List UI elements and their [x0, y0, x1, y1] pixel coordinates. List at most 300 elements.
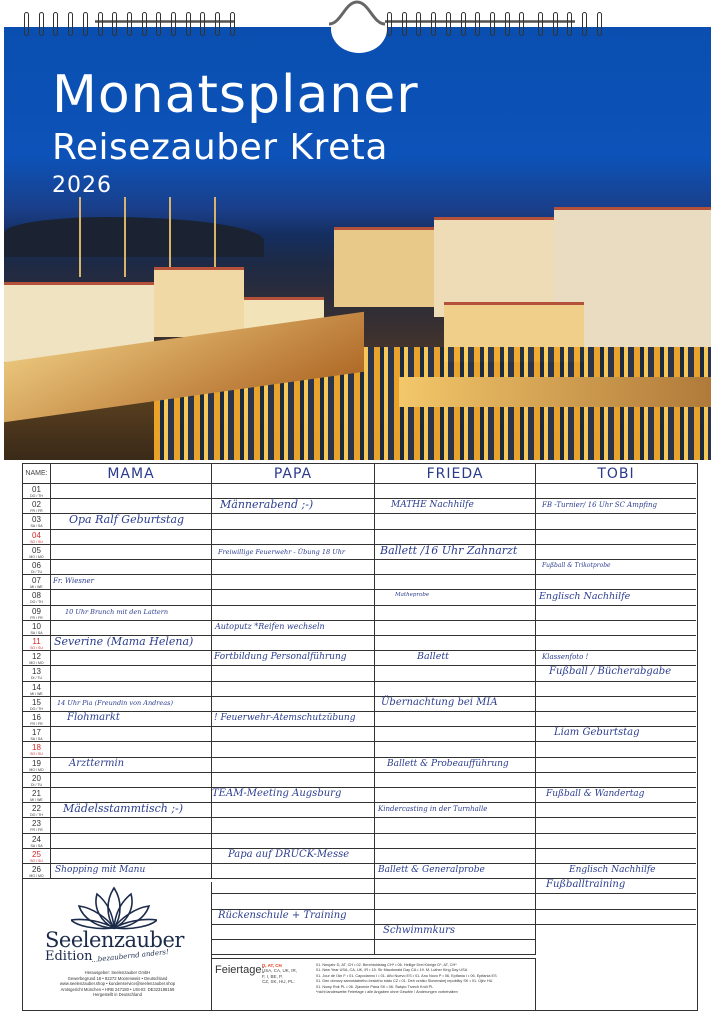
extra-cell-tobi[interactable] [536, 894, 696, 909]
cell-tobi-11[interactable] [536, 636, 696, 650]
day-number: 25 [32, 849, 41, 859]
handwritten-note: Mädelsstammtisch ;-) [63, 802, 184, 816]
cell-papa-18[interactable] [212, 742, 375, 756]
day-label [23, 834, 51, 848]
weekday-label: MI / WE [30, 585, 43, 590]
holidays-box [212, 958, 536, 1010]
cell-papa-19[interactable] [212, 758, 375, 772]
holiday-line: 01. Nowy Rok PL • 06. Zjavenie Pána SK • 06. Święto Trzech Króli PL [316, 984, 434, 989]
cell-mama-07[interactable] [51, 575, 212, 589]
extra-cell-frieda[interactable] [375, 910, 536, 925]
day-number: 19 [32, 758, 41, 768]
handwritten-note: Fr. Wiesner [53, 577, 94, 586]
column-header-papa[interactable]: PAPA [212, 464, 375, 484]
binding-ring [142, 12, 147, 36]
handwritten-note: Rückenschule + Training [218, 909, 347, 921]
binding-ring [505, 12, 510, 36]
cell-mama-09[interactable] [51, 606, 212, 620]
day-row [23, 818, 696, 833]
weekday-label: MI / WE [30, 798, 43, 802]
cell-frieda-19[interactable] [375, 758, 536, 772]
cell-frieda-11[interactable] [375, 636, 536, 650]
binding-ring [553, 12, 558, 36]
publisher-edition: Edition [45, 949, 93, 964]
weekday-label: SA / SA [30, 630, 43, 635]
day-label-sunday [23, 849, 51, 863]
day-row [23, 682, 696, 697]
cover-year: 2026 [52, 173, 112, 198]
cell-papa-10[interactable] [212, 621, 375, 635]
cell-tobi-17[interactable] [536, 727, 696, 741]
cell-frieda-15[interactable] [375, 697, 536, 711]
cell-frieda-24[interactable] [375, 834, 536, 848]
day-row [23, 803, 696, 818]
cell-tobi-05[interactable] [536, 545, 696, 559]
cell-mama-15[interactable] [51, 697, 212, 711]
binding-ring [475, 12, 480, 36]
harbor-photo [4, 187, 711, 460]
imprint-line: Gewerbegrund 18 • 82272 Moorenweis • Deutschland [67, 975, 168, 981]
binding-ring [186, 12, 191, 36]
day-label [23, 682, 51, 696]
cell-frieda-21[interactable] [375, 788, 536, 802]
cell-frieda-17[interactable] [375, 727, 536, 741]
day-row [23, 834, 696, 849]
cell-papa-02[interactable] [212, 499, 375, 513]
day-number: 16 [32, 713, 41, 722]
day-row [23, 484, 696, 499]
binding-ring [68, 12, 73, 36]
handwritten-note: Fortbildung Personalführung [214, 652, 347, 663]
cell-tobi-15[interactable] [536, 697, 696, 711]
weekday-label: DO / TH [30, 600, 43, 605]
day-row [23, 727, 696, 742]
day-number: 15 [32, 697, 41, 707]
column-header-frieda[interactable]: FRIEDA [375, 464, 536, 484]
cell-papa-20[interactable] [212, 773, 375, 787]
cell-mama-25[interactable] [51, 849, 212, 863]
cell-papa-15[interactable] [212, 697, 375, 711]
name-label: NAME: [23, 464, 51, 484]
day-number: 05 [32, 545, 41, 555]
cell-mama-14[interactable] [51, 682, 212, 696]
handwritten-note: Kindercasting in der Turnhalle [378, 805, 488, 814]
cell-tobi-20[interactable] [536, 773, 696, 787]
weekday-label: FR / FR [30, 509, 43, 514]
cell-frieda-25[interactable] [375, 849, 536, 863]
weekday-label: FR / FR [30, 828, 43, 833]
imprint-line[interactable]: www.seelenzauber.shop • kundenservice@seelenzauber.shop [59, 981, 176, 987]
binding-ring [431, 12, 436, 36]
cell-mama-06[interactable] [51, 560, 212, 574]
cell-tobi-04[interactable] [536, 530, 696, 544]
day-number: 11 [32, 637, 41, 646]
cell-papa-23[interactable] [212, 818, 375, 832]
holiday-country-group: USA, CA, UK, IR, [262, 968, 298, 974]
day-label [23, 758, 51, 772]
publisher-slogan: ...bezaubernd anders! [90, 947, 170, 965]
holiday-line: 01. Jour de l'An F • 01. Capodanno I • 01. Año Nuevo ES • 01. Ano Novo P • 06. Epifania I • 06. Epifania ES [316, 973, 497, 978]
cell-mama-23[interactable] [51, 818, 212, 832]
holiday-line: 01. Neujahr D, AT, CH • 02. Berchtoldstag CH* • 06. Heilige Drei Könige D*, AT, CH* [316, 963, 457, 967]
column-header-tobi[interactable]: TOBI [536, 464, 696, 484]
cell-frieda-08[interactable] [375, 590, 536, 604]
holiday-country-group: F, I, BE, P, [262, 973, 283, 979]
day-row [23, 606, 696, 621]
cell-tobi-06[interactable] [536, 560, 696, 574]
cell-papa-12[interactable] [212, 651, 375, 665]
handwritten-note: Männerabend ;-) [220, 498, 314, 512]
cell-papa-13[interactable] [212, 666, 375, 680]
ship-mast [214, 197, 216, 277]
binding-ring [127, 12, 132, 36]
handwritten-note: Papa auf DRUCK-Messe [228, 848, 350, 860]
holidays-list [316, 963, 497, 995]
cell-papa-22[interactable] [212, 803, 375, 817]
cell-papa-09[interactable] [212, 606, 375, 620]
cell-tobi-14[interactable] [536, 682, 696, 696]
weekday-label: FR / FR [30, 722, 43, 726]
weekday-label: SO / SU [30, 646, 43, 650]
extra-cell-tobi[interactable] [536, 879, 696, 894]
day-row [23, 758, 696, 773]
day-label [23, 560, 51, 574]
handwritten-note: Matheprobe [395, 592, 430, 599]
cell-papa-08[interactable] [212, 590, 375, 604]
cell-tobi-08[interactable] [536, 590, 696, 604]
extra-cell-papa[interactable] [212, 894, 375, 909]
handwritten-note: Freiwillige Feuerwehr - Übung 18 Uhr [218, 547, 346, 556]
day-label [23, 803, 51, 817]
weekday-label: SO / SU [30, 752, 43, 757]
cell-tobi-21[interactable] [536, 788, 696, 802]
day-number: 13 [32, 667, 41, 677]
cell-mama-01[interactable] [51, 484, 212, 498]
binding-ring [171, 12, 176, 36]
day-row [23, 575, 696, 590]
day-number: 18 [32, 743, 41, 753]
day-number: 22 [32, 804, 41, 814]
holiday-country-group: D, AT, CH [262, 963, 282, 968]
cell-frieda-10[interactable] [375, 621, 536, 635]
weekday-label: DO / TH [30, 706, 43, 711]
cell-frieda-09[interactable] [375, 606, 536, 620]
day-number: 07 [32, 576, 41, 586]
binding-ring [24, 12, 29, 36]
day-number: 01 [32, 485, 41, 494]
cell-mama-18[interactable] [51, 742, 212, 756]
day-label-sunday [23, 742, 51, 756]
cell-mama-24[interactable] [51, 834, 212, 848]
weekday-label: SA / SA [30, 843, 43, 848]
day-label [23, 666, 51, 680]
handwritten-note: Ballett & Generalprobe [378, 865, 485, 875]
building [154, 267, 244, 337]
cell-papa-26[interactable] [212, 864, 375, 878]
handwritten-note: TEAM-Meeting Augsburg [212, 788, 342, 799]
day-number: 10 [32, 621, 41, 631]
lotus-logo-icon [71, 886, 157, 930]
day-row [23, 651, 696, 666]
cell-tobi-24[interactable] [536, 834, 696, 848]
cell-frieda-07[interactable] [375, 575, 536, 589]
cell-frieda-13[interactable] [375, 666, 536, 680]
day-row [23, 530, 696, 545]
day-number: 06 [32, 561, 41, 570]
cell-tobi-18[interactable] [536, 742, 696, 756]
extra-cell-frieda[interactable] [375, 940, 536, 955]
day-row [23, 514, 696, 529]
day-row [23, 545, 696, 560]
imprint-line: Herausgeber: Seelenzauber GmbH [84, 970, 151, 975]
extra-cell-papa[interactable] [212, 940, 375, 955]
cell-frieda-06[interactable] [375, 560, 536, 574]
extra-cell-tobi[interactable] [536, 910, 696, 925]
holiday-line: 01. New Year USA, CA, UK, IR • 15. Sir Macdonald Day CA • 19. M. Luther King Day USA [316, 968, 468, 973]
cell-frieda-01[interactable] [375, 484, 536, 498]
cell-papa-24[interactable] [212, 834, 375, 848]
cell-tobi-16[interactable] [536, 712, 696, 726]
cell-papa-05[interactable] [212, 545, 375, 559]
holiday-line: *nicht landesweite Feiertage • alle Angaben ohne Gewähr / Änderungen vorbehalten [316, 990, 458, 995]
handwritten-note: Ballett /16 Uhr Zahnarzt [380, 543, 518, 557]
binding-ring [112, 12, 117, 36]
day-number: 04 [32, 530, 41, 540]
day-row [23, 697, 696, 712]
day-row [23, 636, 696, 651]
handwritten-note: ! Feuerwehr-Atemschutzübung [214, 713, 356, 723]
day-row [23, 712, 696, 727]
cell-mama-19[interactable] [51, 758, 212, 772]
handwritten-note: Severine (Mama Helena) [54, 635, 194, 648]
cell-frieda-02[interactable] [375, 499, 536, 513]
cell-mama-26[interactable] [51, 864, 212, 878]
extra-cell-papa[interactable] [212, 910, 375, 925]
cell-tobi-19[interactable] [536, 758, 696, 772]
imprint-line: Hergestellt in Deutschland [93, 992, 142, 998]
cell-frieda-20[interactable] [375, 773, 536, 787]
day-label [23, 590, 51, 604]
weekday-label: MO / MO [29, 661, 44, 666]
cell-papa-03[interactable] [212, 514, 375, 528]
handwritten-note: Autoputz *Reifen wechseln [215, 621, 325, 631]
cell-frieda-04[interactable] [375, 530, 536, 544]
cover-photo [4, 27, 711, 460]
cell-tobi-02[interactable] [536, 499, 696, 513]
handwritten-note: Fußballtraining [546, 879, 626, 891]
handwritten-note: Englisch Nachhilfe [539, 591, 631, 603]
day-number: 17 [32, 728, 41, 738]
day-row [23, 621, 696, 636]
extra-cell-frieda[interactable] [375, 879, 536, 894]
cell-papa-07[interactable] [212, 575, 375, 589]
cell-mama-11[interactable] [51, 636, 212, 650]
cell-frieda-16[interactable] [375, 712, 536, 726]
binding-ring [387, 12, 392, 36]
binding-ring [519, 12, 524, 36]
cell-mama-20[interactable] [51, 773, 212, 787]
day-number: 14 [32, 682, 41, 692]
cell-mama-22[interactable] [51, 803, 212, 817]
cell-tobi-13[interactable] [536, 666, 696, 680]
cell-frieda-05[interactable] [375, 545, 536, 559]
cell-tobi-12[interactable] [536, 651, 696, 665]
binding-ring [446, 12, 451, 36]
handwritten-note: Ballett [417, 651, 449, 663]
handwritten-note: Ballett & Probeaufführung [387, 758, 509, 769]
day-label [23, 697, 51, 711]
handwritten-note: Arzttermin [69, 757, 125, 769]
ship-mast [79, 197, 81, 277]
weekday-label: DI / TU [30, 570, 43, 574]
cell-mama-10[interactable] [51, 621, 212, 635]
weekday-label: DO / TH [30, 813, 43, 818]
extra-cell-frieda[interactable] [375, 925, 536, 940]
cell-frieda-18[interactable] [375, 742, 536, 756]
cell-mama-13[interactable] [51, 666, 212, 680]
cell-papa-14[interactable] [212, 682, 375, 696]
cell-frieda-26[interactable] [375, 864, 536, 878]
day-row [23, 849, 696, 864]
binding-ring [402, 12, 407, 36]
cell-papa-06[interactable] [212, 560, 375, 574]
weekday-label: SO / SU [30, 858, 43, 863]
weekday-label: MI / WE [30, 691, 43, 696]
building [334, 227, 434, 307]
binding-ring [83, 12, 88, 36]
binding-ring [156, 12, 161, 36]
day-label [23, 864, 51, 878]
weekday-label: DI / TU [30, 676, 43, 681]
publisher-brand: Seelenzauber [45, 928, 184, 952]
day-row [23, 788, 696, 803]
cell-papa-04[interactable] [212, 530, 375, 544]
weekday-label: DO / TH [30, 494, 43, 498]
day-label [23, 621, 51, 635]
binding-ring [215, 12, 220, 36]
hill-silhouette [4, 217, 264, 257]
binding-ring [416, 12, 421, 36]
cell-frieda-22[interactable] [375, 803, 536, 817]
day-label [23, 773, 51, 787]
day-label [23, 606, 51, 620]
binding-ring [200, 12, 205, 36]
cell-tobi-09[interactable] [536, 606, 696, 620]
cell-tobi-07[interactable] [536, 575, 696, 589]
day-number: 03 [32, 515, 41, 525]
day-row [23, 773, 696, 788]
holidays-label: Feiertage: [215, 964, 265, 976]
cell-mama-17[interactable] [51, 727, 212, 741]
extra-cell-frieda[interactable] [375, 894, 536, 909]
handwritten-note: Fußball & Wandertag [546, 789, 645, 799]
quay-right [399, 377, 711, 407]
binding-ring [567, 12, 572, 36]
cell-tobi-25[interactable] [536, 849, 696, 863]
weekday-label: SO / SU [30, 539, 43, 544]
cell-papa-17[interactable] [212, 727, 375, 741]
cover-title: Monatsplaner [52, 65, 419, 125]
cell-frieda-03[interactable] [375, 514, 536, 528]
cell-frieda-12[interactable] [375, 651, 536, 665]
binding-ring [39, 12, 44, 36]
planner-grid [22, 463, 698, 1011]
cell-mama-05[interactable] [51, 545, 212, 559]
weekday-label: DI / TU [30, 782, 43, 787]
handwritten-note: 14 Uhr Pia (Freundin von Andreas) [57, 698, 174, 707]
tobi-notes-area[interactable] [536, 929, 696, 1010]
cell-mama-02[interactable] [51, 499, 212, 513]
binding-ring [582, 12, 587, 36]
day-number: 21 [32, 789, 41, 798]
weekday-label: FR / FR [30, 615, 43, 620]
cell-tobi-22[interactable] [536, 803, 696, 817]
day-row [23, 666, 696, 681]
cell-tobi-23[interactable] [536, 818, 696, 832]
binding-ring [461, 12, 466, 36]
extra-cell-papa[interactable] [212, 879, 375, 894]
cell-mama-21[interactable] [51, 788, 212, 802]
handwritten-note: Liam Geburtstag [554, 727, 640, 739]
cell-papa-11[interactable] [212, 636, 375, 650]
weekday-label: SA / SA [30, 524, 43, 529]
cell-mama-04[interactable] [51, 530, 212, 544]
cell-tobi-01[interactable] [536, 484, 696, 498]
day-number: 12 [32, 652, 41, 662]
cell-mama-08[interactable] [51, 590, 212, 604]
cell-mama-16[interactable] [51, 712, 212, 726]
handwritten-note: Übernachtung bei MIA [381, 696, 498, 708]
day-label [23, 575, 51, 589]
cell-tobi-03[interactable] [536, 514, 696, 528]
cell-papa-21[interactable] [212, 788, 375, 802]
cell-tobi-10[interactable] [536, 621, 696, 635]
day-label [23, 499, 51, 513]
handwritten-note: 10 Uhr Brunch mit den Lattern [65, 607, 169, 616]
binding-ring [490, 12, 495, 36]
day-number: 26 [32, 865, 41, 874]
cell-mama-03[interactable] [51, 514, 212, 528]
cover-subtitle: Reisezauber Kreta [52, 127, 388, 168]
cell-papa-25[interactable] [212, 849, 375, 863]
extra-cell-papa[interactable] [212, 925, 375, 940]
ship-mast [169, 197, 171, 277]
holiday-line: 01. Den obnovy samostatného českého státu CZ • 01. Deň vzniku Slovenskej republiky SK • 01. Újév HU [316, 979, 493, 984]
weekday-label: MO / MO [29, 554, 44, 559]
holiday-country-group: CZ, SK, HU, PL: [262, 979, 295, 985]
cell-mama-12[interactable] [51, 651, 212, 665]
day-number: 23 [32, 819, 41, 829]
handwritten-note: Flohmarkt [67, 712, 120, 723]
handwritten-note: Klassenfoto ! [542, 653, 589, 662]
publisher-logo-box [23, 882, 212, 1010]
cell-frieda-23[interactable] [375, 818, 536, 832]
cell-papa-01[interactable] [212, 484, 375, 498]
cell-tobi-26[interactable] [536, 864, 696, 878]
handwritten-note: Fußball & Trikotprobe [542, 562, 611, 569]
day-row [23, 560, 696, 575]
day-number: 02 [32, 500, 41, 510]
imprint-line: Amtsgericht München • HRB 247180 • USt-ID: DE323198159 [60, 986, 175, 992]
cell-papa-16[interactable] [212, 712, 375, 726]
day-label-sunday [23, 636, 51, 650]
cell-frieda-14[interactable] [375, 682, 536, 696]
handwritten-note: Fußball / Bücherabgabe [549, 666, 672, 678]
day-row [23, 864, 696, 879]
day-row [23, 742, 696, 757]
column-header-mama[interactable]: MAMA [51, 464, 212, 484]
day-label [23, 545, 51, 559]
